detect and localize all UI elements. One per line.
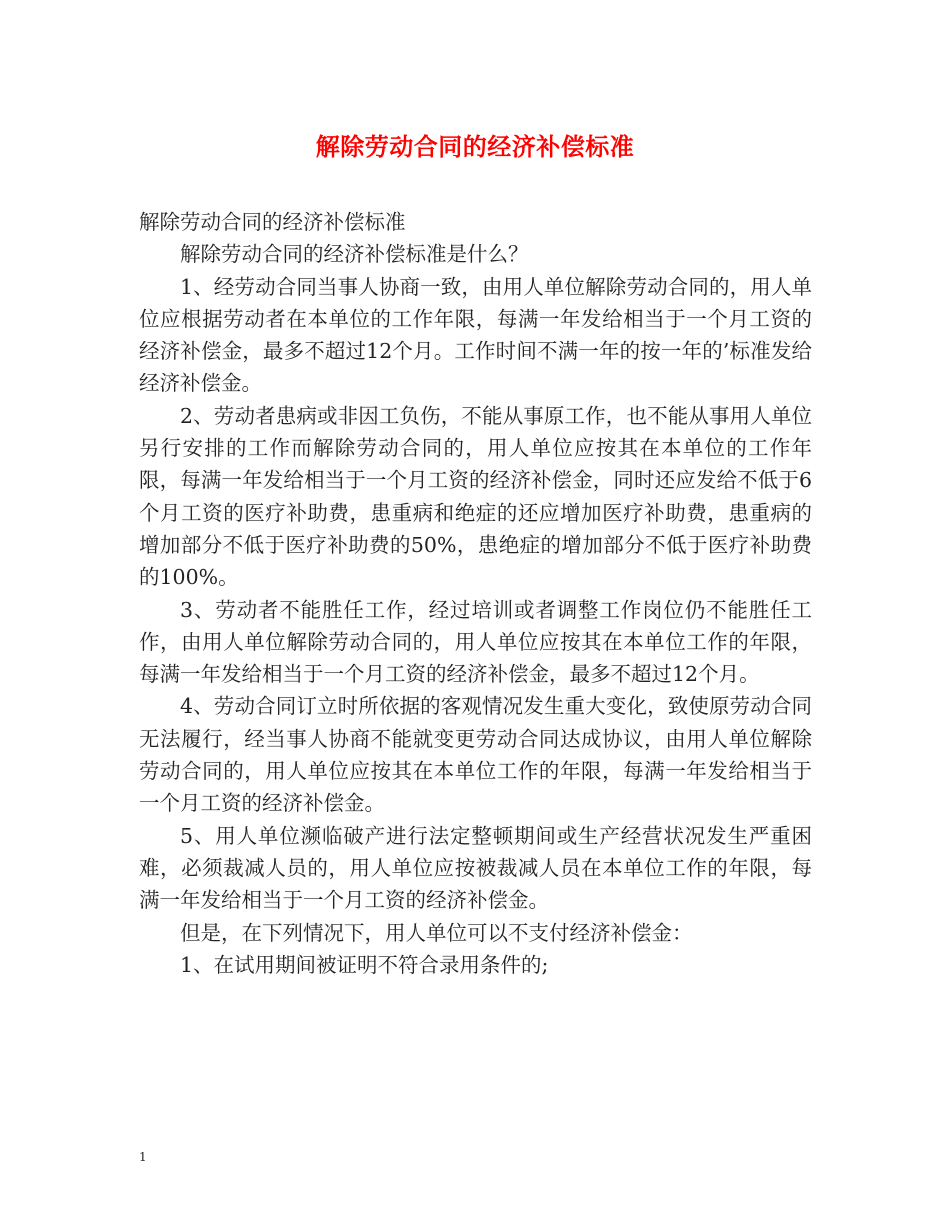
paragraph: 2、劳动者患病或非因工负伤，不能从事原工作，也不能从事用人单位另行安排的工作而解除劳动合同的，用人单位应按其在本单位的工作年限，每满一年发给相当于一个月工资的经济补偿金，同时还应发给不低于6个月工资的医疗补助费，患重病和绝症的还应增加医疗补助费，患重病的增加部分不低于医疗补助费的50%，患绝症的增加部分不低于医疗补助费的100%。 <box>139 403 812 590</box>
paragraph: 1、在试用期间被证明不符合录用条件的; <box>180 952 549 977</box>
paragraph: 但是，在下列情况下，用人单位可以不支付经济补偿金： <box>180 920 693 945</box>
paragraph: 解除劳动合同的经济补偿标准 <box>139 210 406 234</box>
document-title: 解除劳动合同的经济补偿标准 <box>315 132 635 161</box>
page-number: 1 <box>139 1150 147 1164</box>
document-body <box>139 206 812 981</box>
paragraph: 5、用人单位濒临破产进行法定整顿期间或生产经营状况发生严重困难，必须裁减人员的，用人单位应按被裁减人员在本单位工作的年限，每满一年发给相当于一个月工资的经济补偿金。 <box>139 823 812 913</box>
paragraph: 3、劳动者不能胜任工作，经过培训或者调整工作岗位仍不能胜任工作，由用人单位解除劳动合同的，用人单位应按其在本单位工作的年限，每满一年发给相当于一个月工资的经济补偿金，最多不超过12个月。 <box>139 597 812 687</box>
paragraph: 解除劳动合同的经济补偿标准是什么？ <box>180 242 529 267</box>
paragraph: 1、经劳动合同当事人协商一致，由用人单位解除劳动合同的，用人单位应根据劳动者在本单位的工作年限，每满一年发给相当于一个月工资的经济补偿金，最多不超过12个月。工作时间不满一年的按一年的’标准发给经济补偿金。 <box>139 274 812 396</box>
paragraph: 4、劳动合同订立时所依据的客观情况发生重大变化，致使原劳动合同无法履行，经当事人协商不能就变更劳动合同达成协议，由用人单位解除劳动合同的，用人单位应按其在本单位工作的年限，每满一年发给相当于一个月工资的经济补偿金。 <box>139 694 812 816</box>
